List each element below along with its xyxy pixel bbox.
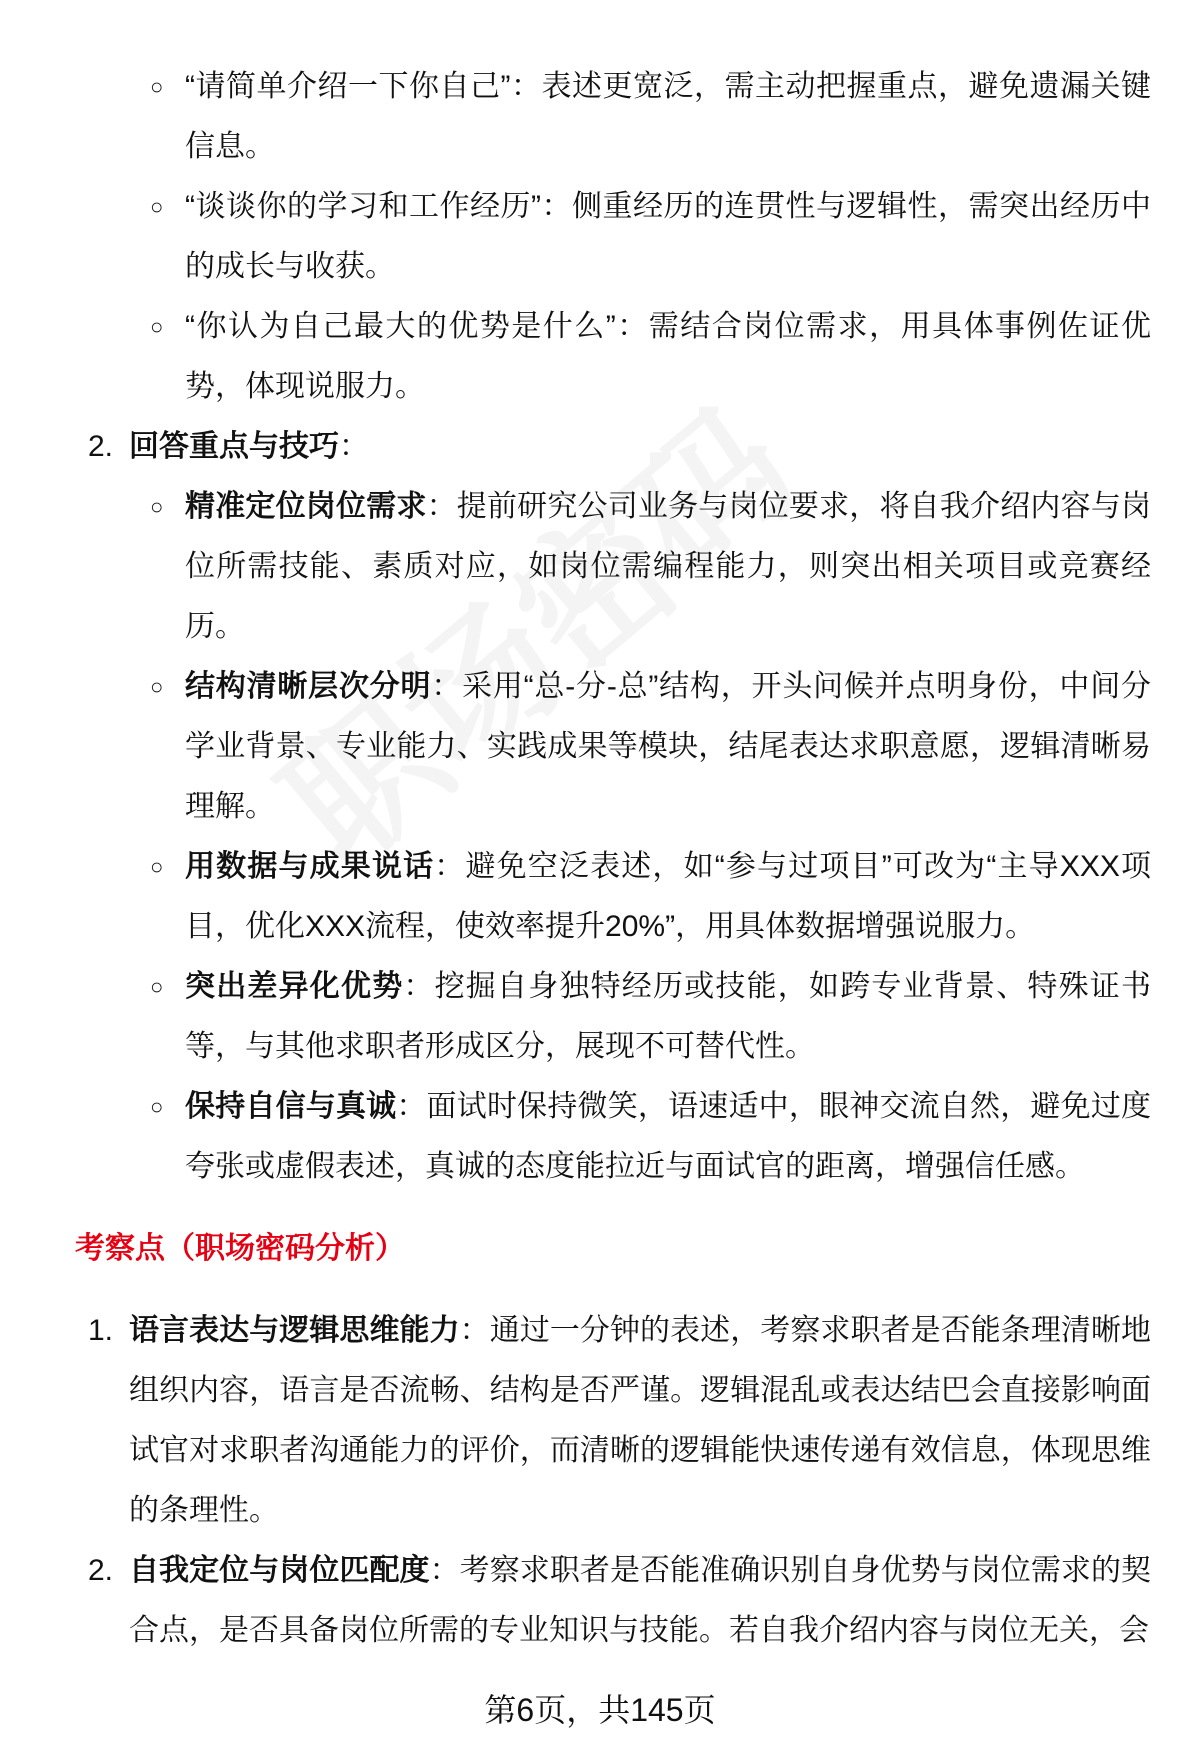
section-heading: 考察点（职场密码分析）	[75, 1232, 405, 1265]
item-text: ：通过一分钟的表述，考察求职者是否能条理清晰地组织内容，语言是否流畅、结构是否严谨。逻辑混乱或表达结巴会直接影响面试官对求职者沟通能力的评价，而清晰的逻辑能快速传递有效信息，体现思维的条理性。	[129, 1314, 1152, 1527]
list-item	[0, 1541, 1151, 1661]
list-item	[0, 1077, 1151, 1197]
hollow-bullet-icon: ○	[150, 854, 164, 879]
list-item	[0, 837, 1151, 957]
list-item	[0, 477, 1151, 657]
list-number: 2.	[88, 430, 114, 463]
item-label: 突出差异化优势	[185, 970, 404, 1003]
item-label: 用数据与成果说话	[185, 850, 435, 883]
item-text: “你认为自己最大的优势是什么”：需结合岗位需求，用具体事例佐证优势，体现说服力。	[185, 310, 1151, 403]
hollow-bullet-icon: ○	[150, 1094, 164, 1119]
item-label: 保持自信与真诚	[185, 1090, 397, 1123]
page-number: 第6页，共145页	[484, 1692, 716, 1728]
hollow-bullet-icon: ○	[150, 314, 164, 339]
hollow-bullet-icon: ○	[150, 494, 164, 519]
document-body	[0, 57, 1200, 1661]
item-label: 自我定位与岗位匹配度	[129, 1554, 430, 1587]
item-text: ：挖掘自身独特经历或技能，如跨专业背景、特殊证书等，与其他求职者形成区分，展现不可替代性。	[185, 970, 1152, 1063]
continued-sublist	[0, 57, 1200, 417]
item-text: ：提前研究公司业务与岗位要求，将自我介绍内容与岗位所需技能、素质对应，如岗位需编程能力，则突出相关项目或竞赛经历。	[185, 490, 1152, 643]
item-text: ：面试时保持微笑，语速适中，眼神交流自然，避免过度夸张或虚假表述，真诚的态度能拉近与面试官的距离，增强信任感。	[185, 1090, 1152, 1183]
list-number: 1.	[88, 1314, 114, 1347]
section-answer-tips	[0, 417, 1151, 477]
item-label: 语言表达与逻辑思维能力	[129, 1314, 460, 1347]
hollow-bullet-icon: ○	[150, 194, 164, 219]
section-colon: ：	[339, 430, 369, 463]
tips-sublist	[0, 477, 1200, 1197]
list-number: 2.	[88, 1554, 114, 1587]
list-item	[0, 177, 1151, 297]
list-item	[0, 957, 1151, 1077]
analysis-list	[0, 1301, 1200, 1661]
item-label: 精准定位岗位需求	[185, 490, 427, 523]
list-item	[0, 657, 1151, 837]
item-text: “谈谈你的学习和工作经历”：侧重经历的连贯性与逻辑性，需突出经历中的成长与收获。	[185, 190, 1151, 283]
section-title: 回答重点与技巧	[129, 430, 339, 463]
item-text: ：避免空泛表述，如“参与过项目”可改为“主导XXX项目，优化XXX流程，使效率提升20%”，用具体数据增强说服力。	[185, 850, 1152, 943]
hollow-bullet-icon: ○	[150, 974, 164, 999]
item-text: ：采用“总-分-总”结构，开头问候并点明身份，中间分学业背景、专业能力、实践成果等模块，结尾表达求职意愿，逻辑清晰易理解。	[185, 670, 1151, 823]
list-item	[0, 1301, 1151, 1541]
hollow-bullet-icon: ○	[150, 74, 164, 99]
item-text: “请简单介绍一下你自己”：表述更宽泛，需主动把握重点，避免遗漏关键信息。	[185, 70, 1151, 163]
list-item	[0, 297, 1151, 417]
item-label: 结构清晰层次分明	[185, 670, 432, 703]
hollow-bullet-icon: ○	[150, 674, 164, 699]
list-item	[0, 57, 1151, 177]
item-text: ：考察求职者是否能准确识别自身优势与岗位需求的契合点，是否具备岗位所需的专业知识与技能。若自我介绍内容与岗位无关，会	[129, 1554, 1152, 1647]
